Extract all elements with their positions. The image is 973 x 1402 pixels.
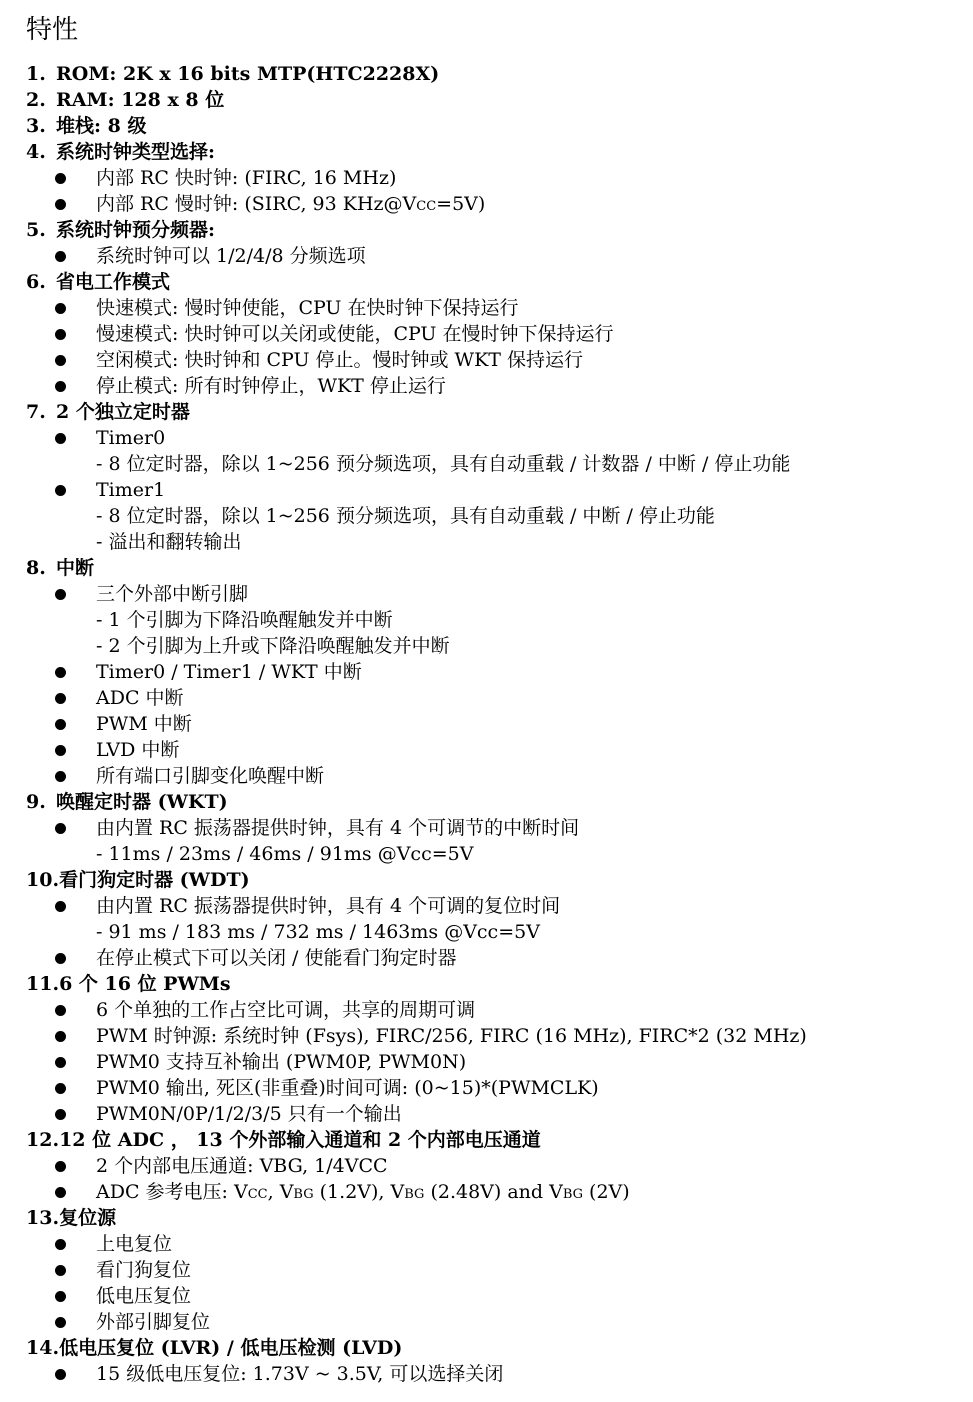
item-text: PWM 时钟源: 系统时钟 (Fsys), FIRC/256, FIRC (16 MHz), FIRC*2 (32 MHz) xyxy=(96,1025,807,1047)
bullet-item xyxy=(26,373,956,399)
section-number: 7. xyxy=(26,401,46,423)
bullet-item xyxy=(26,295,956,321)
item-text xyxy=(96,1181,630,1203)
item-text: 2 个内部电压通道: VBG, 1/4VCC xyxy=(96,1155,388,1177)
item-text: Timer1 xyxy=(96,479,166,501)
item-text: PWM 中断 xyxy=(96,713,192,735)
section-number: 6. xyxy=(26,271,46,293)
bullet-item xyxy=(26,763,956,789)
page-title: 特性 xyxy=(26,15,79,45)
bullet-item xyxy=(26,1257,956,1283)
item-text: LVD 中断 xyxy=(96,739,180,761)
section-number: 3. xyxy=(26,115,46,137)
section-title: 12 位 ADC ， 13 个外部输入通道和 2 个内部电压通道 xyxy=(59,1129,541,1151)
subscript: CC xyxy=(416,199,437,214)
item-text: 低电压复位 xyxy=(96,1285,192,1307)
section-heading xyxy=(26,139,956,165)
section-heading xyxy=(26,1335,956,1361)
item-text: PWM0N/0P/1/2/3/5 只有一个输出 xyxy=(96,1103,402,1125)
section-heading xyxy=(26,1127,956,1153)
section-number: 9. xyxy=(26,791,46,813)
bullet-item xyxy=(26,581,956,607)
bullet-item xyxy=(26,685,956,711)
item-text: 上电复位 xyxy=(96,1233,173,1255)
section-heading xyxy=(26,61,956,87)
detail-line xyxy=(26,503,956,529)
item-text: 内部 RC 快时钟: (FIRC, 16 MHz) xyxy=(96,167,397,189)
section-number: 8. xyxy=(26,557,46,579)
bullet-item xyxy=(26,1309,956,1335)
bullet-item xyxy=(26,347,956,373)
detail-line xyxy=(26,633,956,659)
text-run: , V xyxy=(267,1181,294,1203)
subscript: CC xyxy=(247,1187,268,1202)
item-text: ADC 中断 xyxy=(96,687,184,709)
item-text: 由内置 RC 振荡器提供时钟，具有 4 个可调的复位时间 xyxy=(96,895,561,917)
item-text: 由内置 RC 振荡器提供时钟，具有 4 个可调节的中断时间 xyxy=(96,817,580,839)
bullet-item xyxy=(26,893,956,919)
item-text: - 11ms / 23ms / 46ms / 91ms @Vcc=5V xyxy=(96,843,474,865)
text-run: (2.48V) and V xyxy=(424,1181,563,1203)
subscript: BG xyxy=(293,1187,314,1202)
section-title: 系统时钟预分频器: xyxy=(56,219,216,241)
section-heading xyxy=(26,217,956,243)
item-text: 三个外部中断引脚 xyxy=(96,583,249,605)
text-run: (1.2V), V xyxy=(313,1181,405,1203)
detail-line xyxy=(26,919,956,945)
bullet-item xyxy=(26,1101,956,1127)
bullet-item xyxy=(26,1283,956,1309)
section-heading xyxy=(26,399,956,425)
bullet-item xyxy=(26,1361,956,1387)
item-text: 空闲模式: 快时钟和 CPU 停止。慢时钟或 WKT 保持运行 xyxy=(96,349,583,371)
bullet-item xyxy=(26,815,956,841)
section-title: 低电压复位 (LVR) / 低电压检测 (LVD) xyxy=(59,1337,403,1359)
section-number: 12. xyxy=(26,1129,60,1151)
item-text xyxy=(96,193,485,215)
item-text: PWM0 输出, 死区(非重叠)时间可调: (0~15)*(PWMCLK) xyxy=(96,1077,599,1099)
section-heading xyxy=(26,789,956,815)
item-text: 所有端口引脚变化唤醒中断 xyxy=(96,765,325,787)
detail-line xyxy=(26,529,956,555)
bullet-item xyxy=(26,659,956,685)
section-title: ROM: 2K x 16 bits MTP(HTC2228X) xyxy=(56,63,440,85)
text-run: 内部 RC 慢时钟: (SIRC, 93 KHz@V xyxy=(96,193,417,215)
section-title: RAM: 128 x 8 位 xyxy=(56,89,225,111)
section-heading xyxy=(26,971,956,997)
item-text: 15 级低电压复位: 1.73V ~ 3.5V, 可以选择关闭 xyxy=(96,1363,504,1385)
bullet-item xyxy=(26,737,956,763)
bullet-item xyxy=(26,425,956,451)
section-number: 11. xyxy=(26,973,60,995)
bullet-item xyxy=(26,1153,956,1179)
item-text: 外部引脚复位 xyxy=(96,1311,211,1333)
section-title: 复位源 xyxy=(59,1207,117,1229)
item-text: - 1 个引脚为下降沿唤醒触发并中断 xyxy=(96,609,393,631)
bullet-item xyxy=(26,711,956,737)
section-title: 2 个独立定时器 xyxy=(56,401,190,423)
subscript: BG xyxy=(404,1187,425,1202)
item-text: - 2 个引脚为上升或下降沿唤醒触发并中断 xyxy=(96,635,450,657)
item-text: - 8 位定时器，除以 1~256 预分频选项，具有自动重载 / 计数器 / 中断 / 停止功能 xyxy=(96,453,791,475)
bullet-item xyxy=(26,165,956,191)
bullet-item xyxy=(26,1075,956,1101)
section-number: 14. xyxy=(26,1337,60,1359)
item-text: - 91 ms / 183 ms / 732 ms / 1463ms @Vcc=5V xyxy=(96,921,540,943)
item-text: 在停止模式下可以关闭 / 使能看门狗定时器 xyxy=(96,947,457,969)
section-title: 省电工作模式 xyxy=(56,271,171,293)
item-text: 停止模式: 所有时钟停止，WKT 停止运行 xyxy=(96,375,446,397)
item-text: 系统时钟可以 1/2/4/8 分频选项 xyxy=(96,245,366,267)
subscript: BG xyxy=(562,1187,584,1202)
text-run: (2V) xyxy=(583,1181,630,1203)
bullet-item xyxy=(26,1231,956,1257)
section-heading xyxy=(26,87,956,113)
item-text: - 溢出和翻转输出 xyxy=(96,531,242,553)
section-number: 4. xyxy=(26,141,46,163)
section-number: 13. xyxy=(26,1207,60,1229)
text-run: =5V) xyxy=(436,193,486,215)
bullet-item xyxy=(26,1023,956,1049)
section-number: 5. xyxy=(26,219,46,241)
section-heading xyxy=(26,1205,956,1231)
item-text: - 8 位定时器，除以 1~256 预分频选项，具有自动重载 / 中断 / 停止功能 xyxy=(96,505,715,527)
bullet-item xyxy=(26,243,956,269)
item-text: 看门狗复位 xyxy=(96,1259,192,1281)
section-heading xyxy=(26,113,956,139)
bullet-item xyxy=(26,477,956,503)
section-title: 看门狗定时器 (WDT) xyxy=(59,869,250,891)
section-heading xyxy=(26,867,956,893)
item-text: Timer0 / Timer1 / WKT 中断 xyxy=(96,661,362,683)
detail-line xyxy=(26,451,956,477)
bullet-item xyxy=(26,997,956,1023)
section-number: 10. xyxy=(26,869,60,891)
item-text: 慢速模式: 快时钟可以关闭或使能，CPU 在慢时钟下保持运行 xyxy=(96,323,614,345)
section-title: 系统时钟类型选择: xyxy=(56,141,216,163)
section-title: 6 个 16 位 PWMs xyxy=(59,973,231,995)
text-run: ADC 参考电压: V xyxy=(96,1181,248,1203)
bullet-item xyxy=(26,1049,956,1075)
feature-list xyxy=(26,61,956,1387)
section-number: 2. xyxy=(26,89,46,111)
section-title: 唤醒定时器 (WKT) xyxy=(56,791,228,813)
item-text: 快速模式: 慢时钟使能，CPU 在快时钟下保持运行 xyxy=(96,297,519,319)
bullet-item xyxy=(26,191,956,217)
section-title: 堆栈: 8 级 xyxy=(56,115,147,137)
section-heading xyxy=(26,555,956,581)
bullet-item xyxy=(26,1179,956,1205)
item-text: Timer0 xyxy=(96,427,166,449)
item-text: PWM0 支持互补输出 (PWM0P, PWM0N) xyxy=(96,1051,467,1073)
detail-line xyxy=(26,841,956,867)
section-title: 中断 xyxy=(56,557,95,579)
bullet-item xyxy=(26,321,956,347)
item-text: 6 个单独的工作占空比可调，共享的周期可调 xyxy=(96,999,476,1021)
section-heading xyxy=(26,269,956,295)
bullet-item xyxy=(26,945,956,971)
section-number: 1. xyxy=(26,63,46,85)
detail-line xyxy=(26,607,956,633)
